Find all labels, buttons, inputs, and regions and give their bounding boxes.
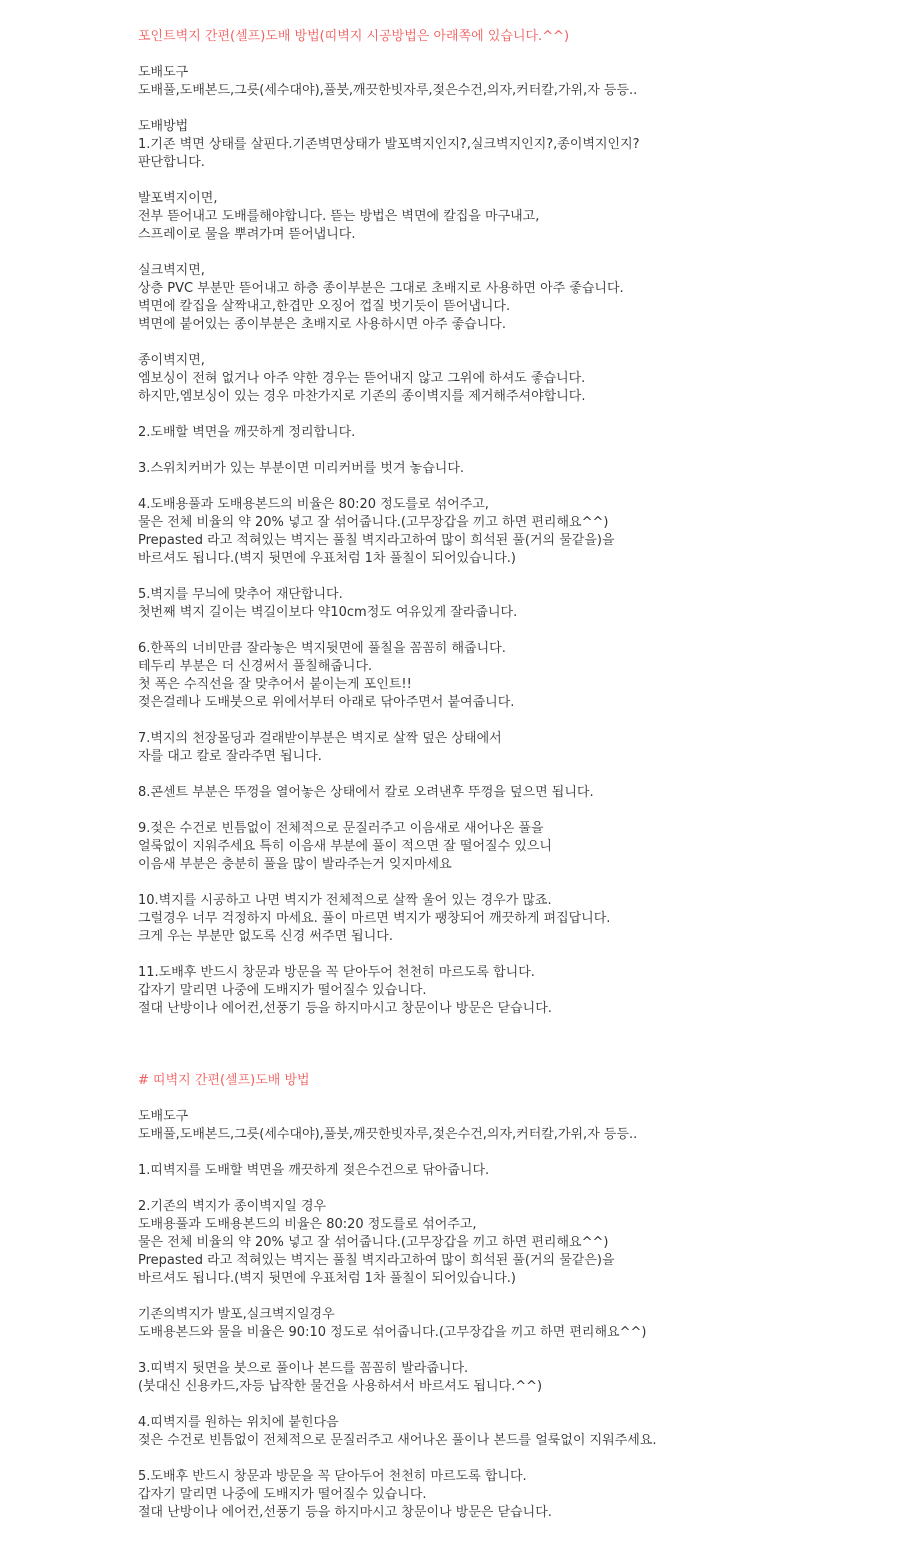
- instruction-paragraph: [138, 820, 878, 874]
- text-line: 3.띠벽지 뒷면을 붓으로 풀이나 본드를 꼼꼼히 발라줍니다.: [138, 1361, 469, 1376]
- text-line: 갑자기 말리면 나중에 도배지가 떨어질수 있습니다.: [138, 983, 427, 998]
- text-line: 그럴경우 너무 걱정하지 마세요. 풀이 마르면 벽지가 팽창되어 깨끗하게 펴집답니다.: [138, 911, 611, 926]
- instruction-paragraph: [138, 352, 878, 406]
- text-line: 도배풀,도배본드,그릇(세수대야),풀붓,깨끗한빗자루,젖은수건,의자,커터칼,가위,자 등등..: [138, 83, 638, 98]
- text-line: 실크벽지면,: [138, 263, 205, 278]
- text-line: 벽면에 칼집을 살짝내고,한겹만 오징어 껍질 벗기듯이 뜯어냅니다.: [138, 299, 511, 314]
- text-line: 엠보싱이 전혀 없거나 아주 약한 경우는 뜯어내지 않고 그위에 하셔도 좋습니다.: [138, 371, 586, 386]
- instruction-blocks: [138, 1108, 878, 1522]
- text-line: 5.도배후 반드시 창문과 방문을 꼭 닫아두어 천천히 마르도록 합니다.: [138, 1469, 527, 1484]
- instruction-paragraph: [138, 1414, 878, 1450]
- text-line: 스프레이로 물을 뿌려가며 뜯어냅니다.: [138, 227, 356, 242]
- text-line: 물은 전체 비율의 약 20% 넣고 잘 섞어줍니다.(고무장갑을 끼고 하면 편리해요^^): [138, 515, 609, 530]
- text-line: 10.벽지를 시공하고 나면 벽지가 전체적으로 살짝 울어 있는 경우가 많죠.: [138, 893, 552, 908]
- instruction-paragraph: [138, 190, 878, 244]
- text-line: 1.기존 벽면 상태를 살핀다.기존벽면상태가 발포벽지인지?,실크벽지인지?,종이벽지인지?: [138, 137, 640, 152]
- text-line: 자를 대고 칼로 잘라주면 됩니다.: [138, 749, 322, 764]
- text-line: Prepasted 라고 적혀있는 벽지는 풀칠 벽지라고하여 많이 희석된 풀(거의 물같은)을: [138, 1253, 615, 1268]
- text-line: 도배방법: [138, 119, 189, 134]
- text-line: 첫번째 벽지 길이는 벽길이보다 약10cm정도 여유있게 잘라줍니다.: [138, 605, 518, 620]
- text-line: 종이벽지면,: [138, 353, 205, 368]
- section-title-point-wallpaper: 포인트벽지 간편(셀프)도배 방법(띠벽지 시공방법은 아래쪽에 있습니다.^^): [138, 29, 570, 44]
- text-line: 하지만,엠보싱이 있는 경우 마찬가지로 기존의 종이벽지를 제거해주셔야합니다.: [138, 389, 586, 404]
- text-line: 2.도배할 벽면을 깨끗하게 정리합니다.: [138, 425, 356, 440]
- text-line: (붓대신 신용카드,자등 납작한 물건을 사용하셔서 바르셔도 됩니다.^^): [138, 1379, 543, 1394]
- instruction-paragraph: [138, 1360, 878, 1396]
- text-line: 테두리 부분은 더 신경써서 풀칠해줍니다.: [138, 659, 373, 674]
- text-line: 2.기존의 벽지가 종이벽지일 경우: [138, 1199, 327, 1214]
- text-line: Prepasted 라고 적혀있는 벽지는 풀칠 벽지라고하여 많이 희석된 풀(거의 물같을)을: [138, 533, 615, 548]
- instruction-paragraph: [138, 424, 878, 442]
- text-line: 7.벽지의 천장몰딩과 걸래받이부분은 벽지로 살짝 덮은 상태에서: [138, 731, 502, 746]
- instruction-paragraph: [138, 64, 878, 100]
- text-line: 5.벽지를 무늬에 맞추어 재단합니다.: [138, 587, 343, 602]
- text-line: 크게 우는 부분만 없도록 신경 써주면 됩니다.: [138, 929, 393, 944]
- instruction-paragraph: [138, 496, 878, 568]
- text-line: 젖은 수건로 빈틈없이 전체적으로 문질러주고 새어나온 풀이나 본드를 얼룩없이 지워주세요.: [138, 1433, 657, 1448]
- text-line: 도배용본드와 물을 비율은 90:10 정도로 섞어줍니다.(고무장갑을 끼고 하면 편리해요^^): [138, 1325, 647, 1340]
- instruction-paragraph: [138, 586, 878, 622]
- instruction-paragraph: [138, 1198, 878, 1288]
- text-line: 얼룩없이 지워주세요 특히 이음새 부분에 풀이 적으면 잘 떨어질수 있으니: [138, 839, 552, 854]
- text-line: 바르셔도 됩니다.(벽지 뒷면에 우표처럼 1차 풀칠이 되어있습니다.): [138, 551, 516, 566]
- text-line: 갑자기 말리면 나중에 도배지가 떨어질수 있습니다.: [138, 1487, 427, 1502]
- instruction-paragraph: [138, 1306, 878, 1342]
- instruction-paragraph: [138, 262, 878, 334]
- text-line: 9.젖은 수건로 빈틈없이 전체적으로 문질러주고 이음새로 새어나온 풀을: [138, 821, 544, 836]
- section-point-wallpaper: [138, 28, 878, 1018]
- text-line: 절대 난방이나 에어컨,선풍기 등을 하지마시고 창문이나 방문은 닫습니다.: [138, 1505, 552, 1520]
- text-line: 도배도구: [138, 65, 189, 80]
- section-title-border-wallpaper: # 띠벽지 간편(셀프)도배 방법: [138, 1073, 310, 1088]
- text-line: 8.콘센트 부분은 뚜껑을 열어놓은 상태에서 칼로 오려낸후 뚜껑을 덮으면 됩니다.: [138, 785, 594, 800]
- text-line: 도배도구: [138, 1109, 189, 1124]
- text-line: 절대 난방이나 에어컨,선풍기 등을 하지마시고 창문이나 방문은 닫습니다.: [138, 1001, 552, 1016]
- instruction-paragraph: [138, 118, 878, 172]
- instruction-paragraph: [138, 1468, 878, 1522]
- instruction-paragraph: [138, 640, 878, 712]
- instruction-paragraph: [138, 730, 878, 766]
- text-line: 3.스위치커버가 있는 부분이면 미리커버를 벗겨 놓습니다.: [138, 461, 465, 476]
- document-body: [138, 28, 878, 1522]
- text-line: 6.한폭의 너비만큼 잘라놓은 벽지뒷면에 풀칠을 꼼꼼히 해줍니다.: [138, 641, 506, 656]
- instruction-paragraph: [138, 784, 878, 802]
- instruction-paragraph: [138, 892, 878, 946]
- text-line: 상층 PVC 부분만 뜯어내고 하층 종이부분은 그대로 초배지로 사용하면 아주 좋습니다.: [138, 281, 624, 296]
- instruction-paragraph: [138, 964, 878, 1018]
- text-line: 4.띠벽지를 원하는 위치에 붙힌다음: [138, 1415, 339, 1430]
- text-line: 4.도배용풀과 도배용본드의 비율은 80:20 정도를로 섞어주고,: [138, 497, 489, 512]
- text-line: 벽면에 붙어있는 종이부분은 초배지로 사용하시면 아주 좋습니다.: [138, 317, 506, 332]
- instruction-paragraph: [138, 460, 878, 478]
- text-line: 첫 폭은 수직선을 잘 맞추어서 붙이는게 포인트!!: [138, 677, 412, 692]
- section-border-wallpaper: [138, 1072, 878, 1522]
- instruction-paragraph: [138, 1108, 878, 1144]
- text-line: 기존의벽지가 발포,실크벽지일경우: [138, 1307, 335, 1322]
- text-line: 발포벽지이면,: [138, 191, 218, 206]
- instruction-paragraph: [138, 1162, 878, 1180]
- instruction-blocks: [138, 64, 878, 1018]
- text-line: 전부 뜯어내고 도배를해야합니다. 뜯는 방법은 벽면에 칼집을 마구내고,: [138, 209, 540, 224]
- text-line: 물은 전체 비율의 약 20% 넣고 잘 섞어줍니다.(고무장갑을 끼고 하면 편리해요^^): [138, 1235, 609, 1250]
- text-line: 도배풀,도배본드,그릇(세수대야),풀붓,깨끗한빗자루,젖은수건,의자,커터칼,가위,자 등등..: [138, 1127, 638, 1142]
- text-line: 11.도배후 반드시 창문과 방문을 꼭 닫아두어 천천히 마르도록 합니다.: [138, 965, 535, 980]
- text-line: 바르셔도 됩니다.(벽지 뒷면에 우표처럼 1차 풀칠이 되어있습니다.): [138, 1271, 516, 1286]
- text-line: 이음새 부분은 충분히 풀을 많이 발라주는거 잊지마세요: [138, 857, 452, 872]
- text-line: 판단합니다.: [138, 155, 205, 170]
- text-line: 젖은걸레나 도배붓으로 위에서부터 아래로 닦아주면서 붙여줍니다.: [138, 695, 515, 710]
- text-line: 1.띠벽지를 도배할 벽면을 깨끗하게 젖은수건으로 닦아줍니다.: [138, 1163, 490, 1178]
- text-line: 도배용풀과 도배용본드의 비율은 80:20 정도를로 섞어주고,: [138, 1217, 477, 1232]
